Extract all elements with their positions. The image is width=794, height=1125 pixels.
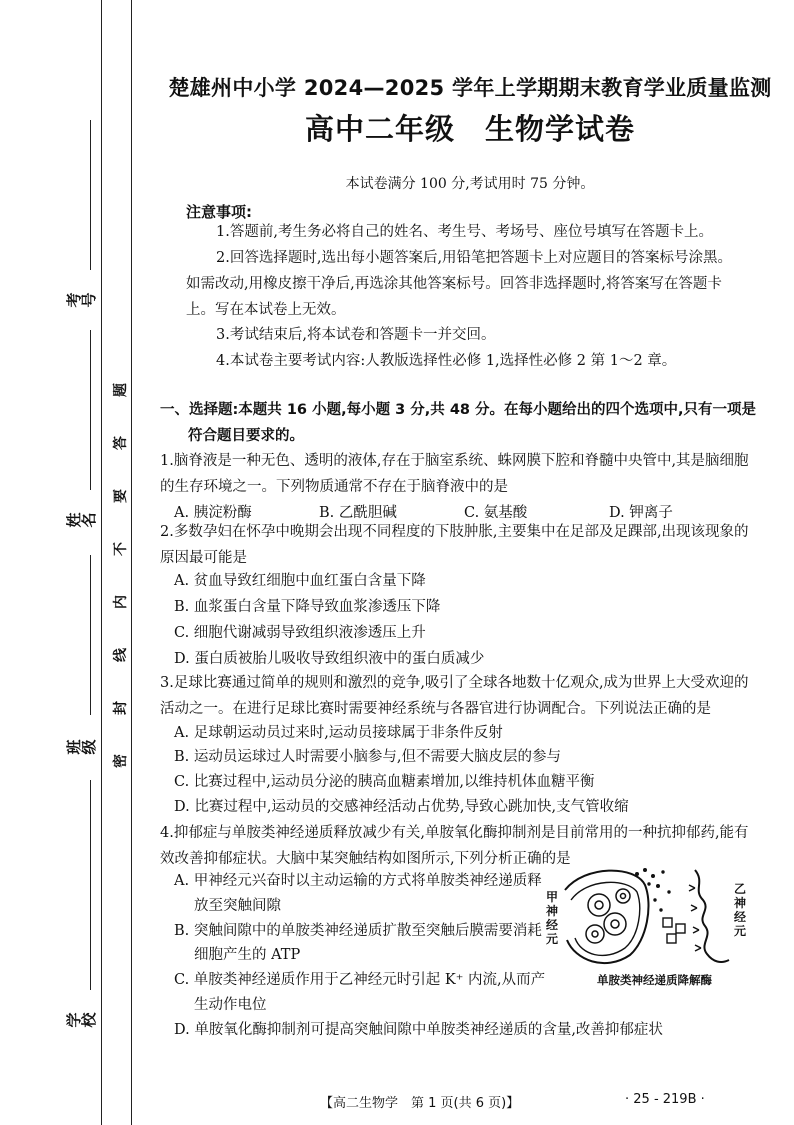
seal-char: 答: [113, 436, 129, 450]
option[interactable]: A. 甲神经元兴奋时以主动运输的方式将单胺类神经递质释: [174, 873, 542, 889]
diagram-label-left: 甲神经元: [545, 890, 558, 946]
option[interactable]: A. 贫血导致红细胞中血红蛋白含量下降: [174, 573, 426, 589]
question-stem: 2.多数孕妇在怀孕中晚期会出现不同程度的下肢肿胀,主要集中在足部及足踝部,出现该现象的原因最可能是: [160, 524, 749, 566]
option[interactable]: B. 运动员运球过人时需要小脑参与,但不需要大脑皮层的参与: [174, 749, 561, 765]
option[interactable]: D. 蛋白质被胎儿吸收导致组织液中的蛋白质减少: [174, 651, 485, 667]
seal-char: 内: [113, 595, 129, 609]
margin-line-outer: [101, 0, 102, 1125]
option[interactable]: D. 比赛过程中,运动员的交感神经活动占优势,导致心跳加快,支气管收缩: [174, 799, 629, 815]
synapse-diagram: [545, 860, 745, 990]
option-continuation: 细胞产生的 ATP: [194, 947, 301, 963]
option-continuation: 放至突触间隙: [194, 898, 281, 914]
margin-line-inner: [131, 0, 132, 1125]
note-item: 3.考试结束后,将本试卷和答题卡一并交回。: [216, 327, 496, 343]
note-item: 2.回答选择题时,选出每小题答案后,用铅笔把答题卡上对应题目的答案标号涂黑。如需改动,用橡皮擦干净后,再选涂其他答案标号。回答非选择题时,将答案写在答题卡上。写在本试卷上无效。: [186, 250, 733, 318]
margin-field-exam-no[interactable]: [90, 120, 91, 270]
synaptic-vesicles: [586, 889, 630, 943]
option[interactable]: A. 足球朝运动员过来时,运动员接球属于非条件反射: [174, 725, 503, 741]
note-item: 1.答题前,考生务必将自己的姓名、考生号、考场号、座位号填写在答题卡上。: [216, 224, 713, 240]
seal-char: 题: [113, 383, 129, 397]
seal-char: 要: [113, 489, 129, 503]
exam-subtitle: 本试卷满分 100 分,考试用时 75 分钟。: [345, 176, 595, 192]
option[interactable]: C. 氨基酸: [464, 505, 528, 521]
seal-char: 不: [113, 542, 129, 556]
degradation-enzymes: [663, 918, 685, 943]
exam-title-line1: 楚雄州中小学 2024—2025 学年上学期期末教育学业质量监测: [168, 76, 772, 100]
notes-heading: 注意事项:: [186, 203, 252, 221]
option[interactable]: B. 乙酰胆碱: [319, 505, 397, 521]
option-continuation: 生动作电位: [194, 997, 267, 1013]
margin-field-school[interactable]: [90, 780, 91, 990]
option[interactable]: C. 单胺类神经递质作用于乙神经元时引起 K⁺ 内流,从而产: [174, 972, 546, 988]
synapse-figure: [545, 860, 745, 975]
footer-code: · 25 - 219B ·: [625, 1092, 705, 1107]
option[interactable]: D. 单胺氧化酶抑制剂可提高突触间隙中单胺类神经递质的含量,改善抑郁症状: [174, 1022, 663, 1038]
margin-label-class: 班级: [65, 739, 98, 755]
margin-label-name: 姓名: [65, 512, 98, 528]
margin-field-class[interactable]: [90, 555, 91, 715]
note-item: 4.本试卷主要考试内容:人教版选择性必修 1,选择性必修 2 第 1～2 章。: [216, 353, 677, 369]
option[interactable]: C. 比赛过程中,运动员分泌的胰高血糖素增加,以维持机体血糖平衡: [174, 774, 595, 790]
option[interactable]: B. 突触间隙中的单胺类神经递质扩散至突触后膜需要消耗: [174, 923, 542, 939]
footer-page-info: 【高二生物学 第 1 页(共 6 页)】: [320, 1096, 520, 1111]
seal-char: 线: [113, 648, 129, 662]
option[interactable]: C. 细胞代谢减弱导致组织液渗透压上升: [174, 625, 426, 641]
question-stem: 3.足球比赛通过简单的规则和激烈的竞争,吸引了全球各地数十亿观众,成为世界上大受欢迎的活动之一。在进行足球比赛时需要神经系统与各器官进行协调配合。下列说法正确的是: [160, 675, 749, 717]
option[interactable]: B. 血浆蛋白含量下降导致血浆渗透压下降: [174, 599, 441, 615]
option[interactable]: D. 钾离子: [609, 505, 673, 521]
diagram-caption: 单胺类神经递质降解酶: [597, 973, 712, 987]
option[interactable]: A. 胰淀粉酶: [174, 505, 252, 521]
seal-char: 封: [113, 701, 129, 715]
margin-label-school: 学校: [65, 1012, 98, 1028]
diagram-label-right: 乙神经元: [733, 882, 746, 938]
margin-field-name[interactable]: [90, 330, 91, 490]
question-stem: 4.抑郁症与单胺类神经递质释放减少有关,单胺氧化酶抑制剂是目前常用的一种抗抑郁药,能有效改善抑郁症状。大脑中某突触结构如图所示,下列分析正确的是: [160, 825, 749, 867]
seal-char: 密: [113, 754, 129, 768]
section-title: 一、选择题:本题共 16 小题,每小题 3 分,共 48 分。在每小题给出的四个选项中,只有一项是符合题目要求的。: [160, 402, 757, 444]
margin-label-exam-no: 考号: [65, 292, 98, 308]
question-stem: 1.脑脊液是一种无色、透明的液体,存在于脑室系统、蛛网膜下腔和脊髓中央管中,其是脑细胞的生存环境之一。下列物质通常不存在于脑脊液中的是: [160, 453, 749, 495]
exam-title-line2: 高中二年级 生物学试卷: [304, 112, 635, 146]
